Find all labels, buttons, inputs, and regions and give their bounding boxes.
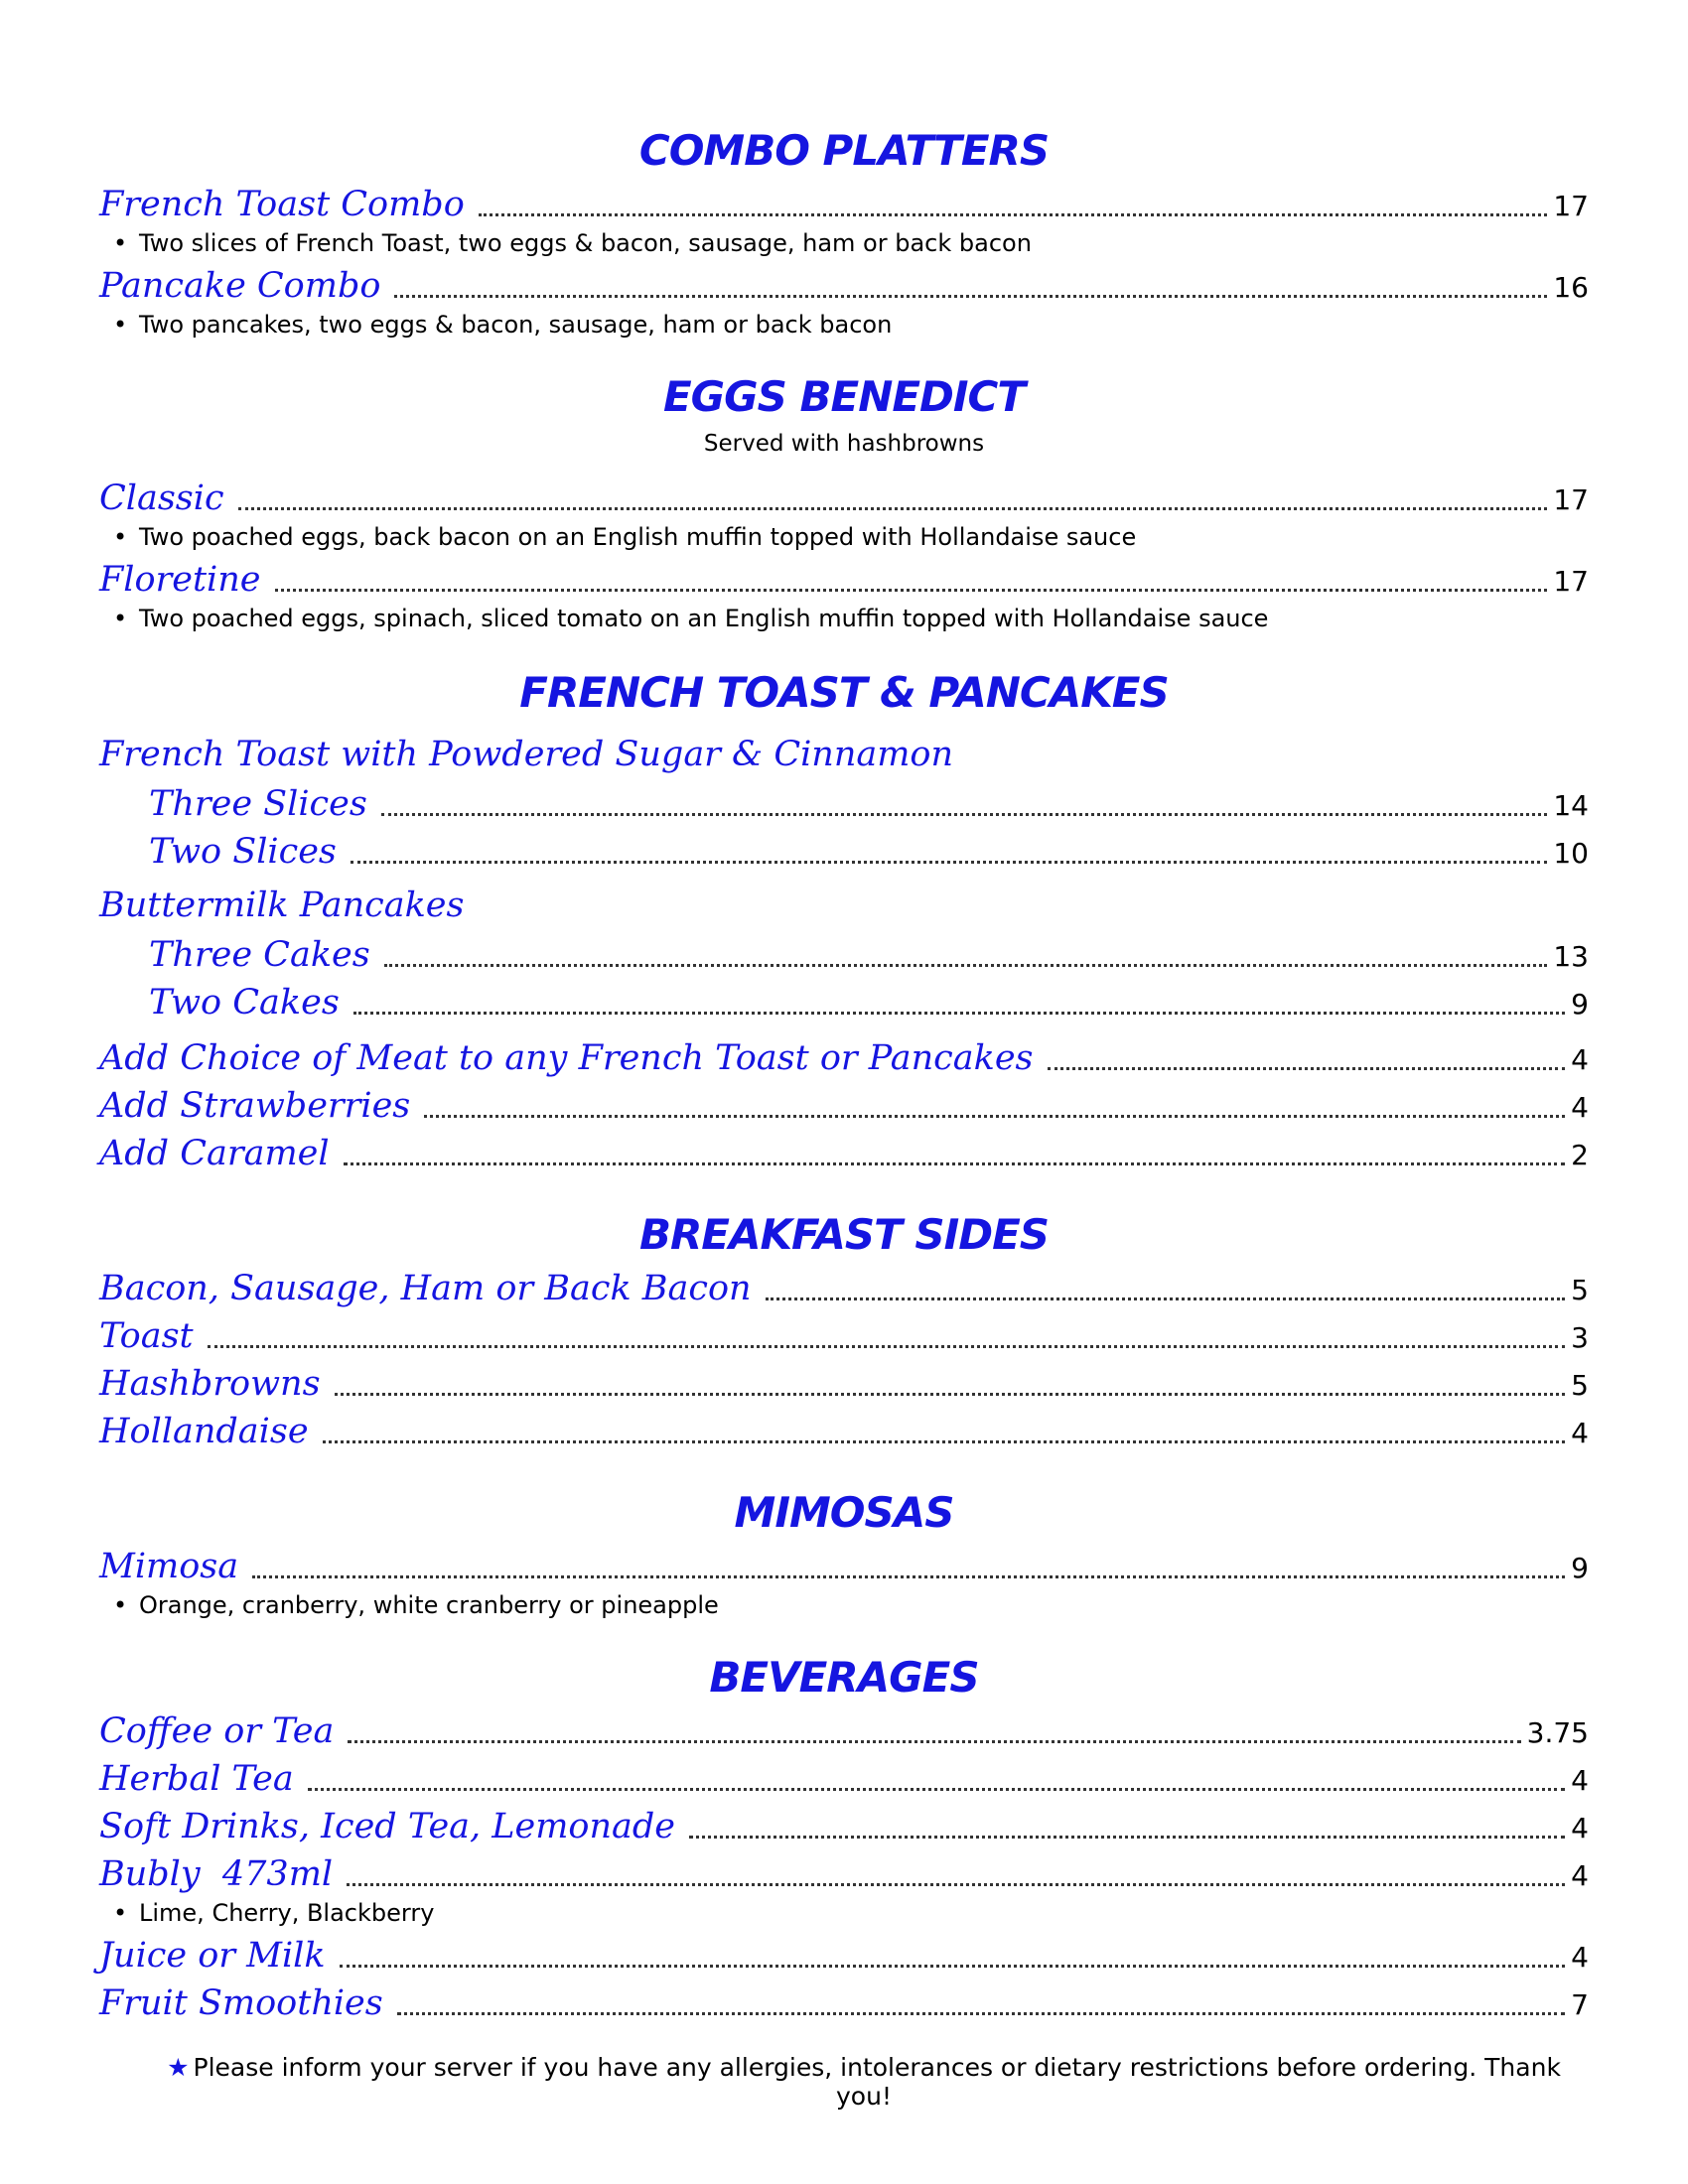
bullet: •	[113, 311, 128, 339]
item-price: 5	[1571, 1274, 1589, 1306]
dot-leader	[351, 860, 1547, 864]
item-description	[99, 308, 1589, 341]
item-desc-text: Two pancakes, two eggs & bacon, sausage, ham or back bacon	[139, 311, 893, 339]
item-name: Mimosa	[99, 1547, 239, 1586]
dot-leader	[381, 812, 1548, 816]
item-price: 4	[1571, 1043, 1589, 1076]
item-name: Add Choice of Meat to any French Toast or Pancakes	[99, 1038, 1034, 1078]
menu-item	[99, 1930, 1589, 1978]
menu-item	[99, 1706, 1589, 1753]
dot-leader	[384, 963, 1548, 967]
breakfast-sides-section	[99, 1207, 1589, 1453]
section-title-french-toast: FRENCH TOAST & PANCAKES	[519, 668, 1169, 717]
dot-leader	[238, 506, 1548, 510]
menu-item	[99, 1080, 1589, 1128]
section-title-combo: COMBO PLATTERS	[638, 126, 1050, 175]
item-name: Soft Drinks, Iced Tea, Lemonade	[99, 1807, 676, 1846]
item-price: 3	[1571, 1321, 1589, 1354]
item-price: 10	[1553, 837, 1589, 870]
menu-item	[99, 1753, 1589, 1801]
item-description	[99, 1896, 1589, 1930]
item-name: Fruit Smoothies	[99, 1983, 383, 2023]
dot-leader	[348, 1739, 1520, 1743]
bullet: •	[113, 605, 128, 632]
dot-leader	[479, 212, 1548, 216]
item-name: Pancake Combo	[99, 266, 381, 306]
item-price: 17	[1553, 483, 1589, 516]
dot-leader	[344, 1161, 1566, 1165]
item-name: Add Strawberries	[99, 1086, 411, 1126]
menu-item	[99, 554, 1589, 602]
item-desc-text: Orange, cranberry, white cranberry or pineapple	[139, 1591, 719, 1619]
menu-item	[99, 260, 1589, 308]
menu-item	[99, 1358, 1589, 1406]
item-price: 4	[1571, 1859, 1589, 1892]
item-name: Bacon, Sausage, Ham or Back Bacon	[99, 1269, 752, 1308]
item-name: Coffee or Tea	[99, 1711, 335, 1751]
item-price: 17	[1553, 565, 1589, 598]
menu-item	[99, 1848, 1589, 1896]
item-price: 4	[1571, 1812, 1589, 1844]
item-name: Juice or Milk	[99, 1936, 326, 1976]
dot-leader	[397, 2011, 1565, 2015]
section-title-sides: BREAKFAST SIDES	[638, 1210, 1050, 1259]
item-desc-text: Two poached eggs, spinach, sliced tomato on an English muffin topped with Hollandaise sauce	[139, 605, 1269, 632]
item-price: 14	[1553, 789, 1589, 822]
menu-item	[99, 778, 1589, 826]
dot-leader	[689, 1835, 1565, 1839]
item-name: French Toast Combo	[99, 185, 465, 224]
allergy-notice-text: Please inform your server if you have any allergies, intolerances or dietary restrictions before ordering. Thank you!	[193, 2053, 1561, 2111]
item-name: Two Cakes	[149, 983, 340, 1023]
bullet: •	[113, 523, 128, 551]
bullet: •	[113, 1899, 128, 1927]
item-description	[99, 1588, 1589, 1622]
eggs-benedict-section	[99, 369, 1589, 635]
dot-leader	[208, 1344, 1566, 1348]
item-name: Hashbrowns	[99, 1364, 321, 1404]
item-description	[99, 520, 1589, 554]
item-name: Floretine	[99, 560, 261, 600]
item-price: 2	[1571, 1139, 1589, 1171]
dot-leader	[252, 1574, 1565, 1578]
dot-leader	[323, 1439, 1566, 1443]
item-price: 4	[1571, 1941, 1589, 1974]
item-price: 13	[1553, 940, 1589, 973]
item-name: Add Caramel	[99, 1134, 330, 1173]
allergy-notice	[99, 2053, 1589, 2111]
section-title-mimosas: MIMOSAS	[734, 1488, 954, 1537]
section-title-beverages: BEVERAGES	[709, 1653, 979, 1702]
item-price: 9	[1571, 988, 1589, 1021]
menu-item	[99, 1032, 1589, 1080]
bullet: •	[113, 229, 128, 257]
dot-leader	[1048, 1066, 1566, 1070]
bullet: •	[113, 1591, 128, 1619]
mimosas-section	[99, 1485, 1589, 1622]
star-icon: ★	[167, 2053, 190, 2082]
item-description	[99, 226, 1589, 260]
menu-item	[99, 179, 1589, 226]
item-name: Toast	[99, 1316, 194, 1356]
group-heading: French Toast with Powdered Sugar & Cinnamon	[99, 735, 954, 774]
item-desc-text: Two poached eggs, back bacon on an English muffin topped with Hollandaise sauce	[139, 523, 1137, 551]
item-price: 4	[1571, 1764, 1589, 1797]
dot-leader	[347, 1882, 1565, 1886]
menu-item	[99, 473, 1589, 520]
beverages-section	[99, 1650, 1589, 2025]
section-title-benedict: EGGS BENEDICT	[662, 372, 1025, 421]
menu-item	[99, 1801, 1589, 1848]
menu-item	[99, 929, 1589, 977]
item-price: 5	[1571, 1369, 1589, 1402]
item-name: Bubly 473ml	[99, 1854, 334, 1894]
french-toast-pancakes-section	[99, 665, 1589, 1175]
item-name: Two Slices	[149, 832, 337, 872]
menu-item	[99, 1128, 1589, 1175]
dot-leader	[308, 1787, 1565, 1791]
item-name: Herbal Tea	[99, 1759, 294, 1799]
dot-leader	[766, 1297, 1566, 1300]
item-price: 4	[1571, 1417, 1589, 1449]
menu-item	[99, 1406, 1589, 1453]
section-subtitle: Served with hashbrowns	[703, 431, 985, 457]
item-name: Three Cakes	[149, 935, 370, 975]
menu-item	[99, 977, 1589, 1024]
item-price: 7	[1571, 1988, 1589, 2021]
combo-platters-section	[99, 123, 1589, 341]
menu-item	[99, 1541, 1589, 1588]
dot-leader	[340, 1964, 1566, 1968]
menu-item	[99, 1263, 1589, 1310]
item-desc-text: Lime, Cherry, Blackberry	[139, 1899, 435, 1927]
dot-leader	[424, 1114, 1565, 1118]
item-name: Classic	[99, 478, 224, 518]
item-price: 17	[1553, 190, 1589, 222]
dot-leader	[353, 1011, 1565, 1015]
item-price: 9	[1571, 1552, 1589, 1584]
item-desc-text: Two slices of French Toast, two eggs & bacon, sausage, ham or back bacon	[139, 229, 1032, 257]
menu-item	[99, 826, 1589, 874]
menu-item	[99, 1978, 1589, 2025]
item-price: 16	[1553, 271, 1589, 304]
dot-leader	[335, 1392, 1566, 1396]
group-heading: Buttermilk Pancakes	[99, 886, 465, 925]
item-price: 3.75	[1526, 1716, 1589, 1749]
item-price: 4	[1571, 1091, 1589, 1124]
item-name: Three Slices	[149, 784, 367, 824]
dot-leader	[394, 294, 1547, 298]
dot-leader	[275, 588, 1548, 592]
item-name: Hollandaise	[99, 1412, 309, 1451]
item-description	[99, 602, 1589, 635]
menu-item	[99, 1310, 1589, 1358]
